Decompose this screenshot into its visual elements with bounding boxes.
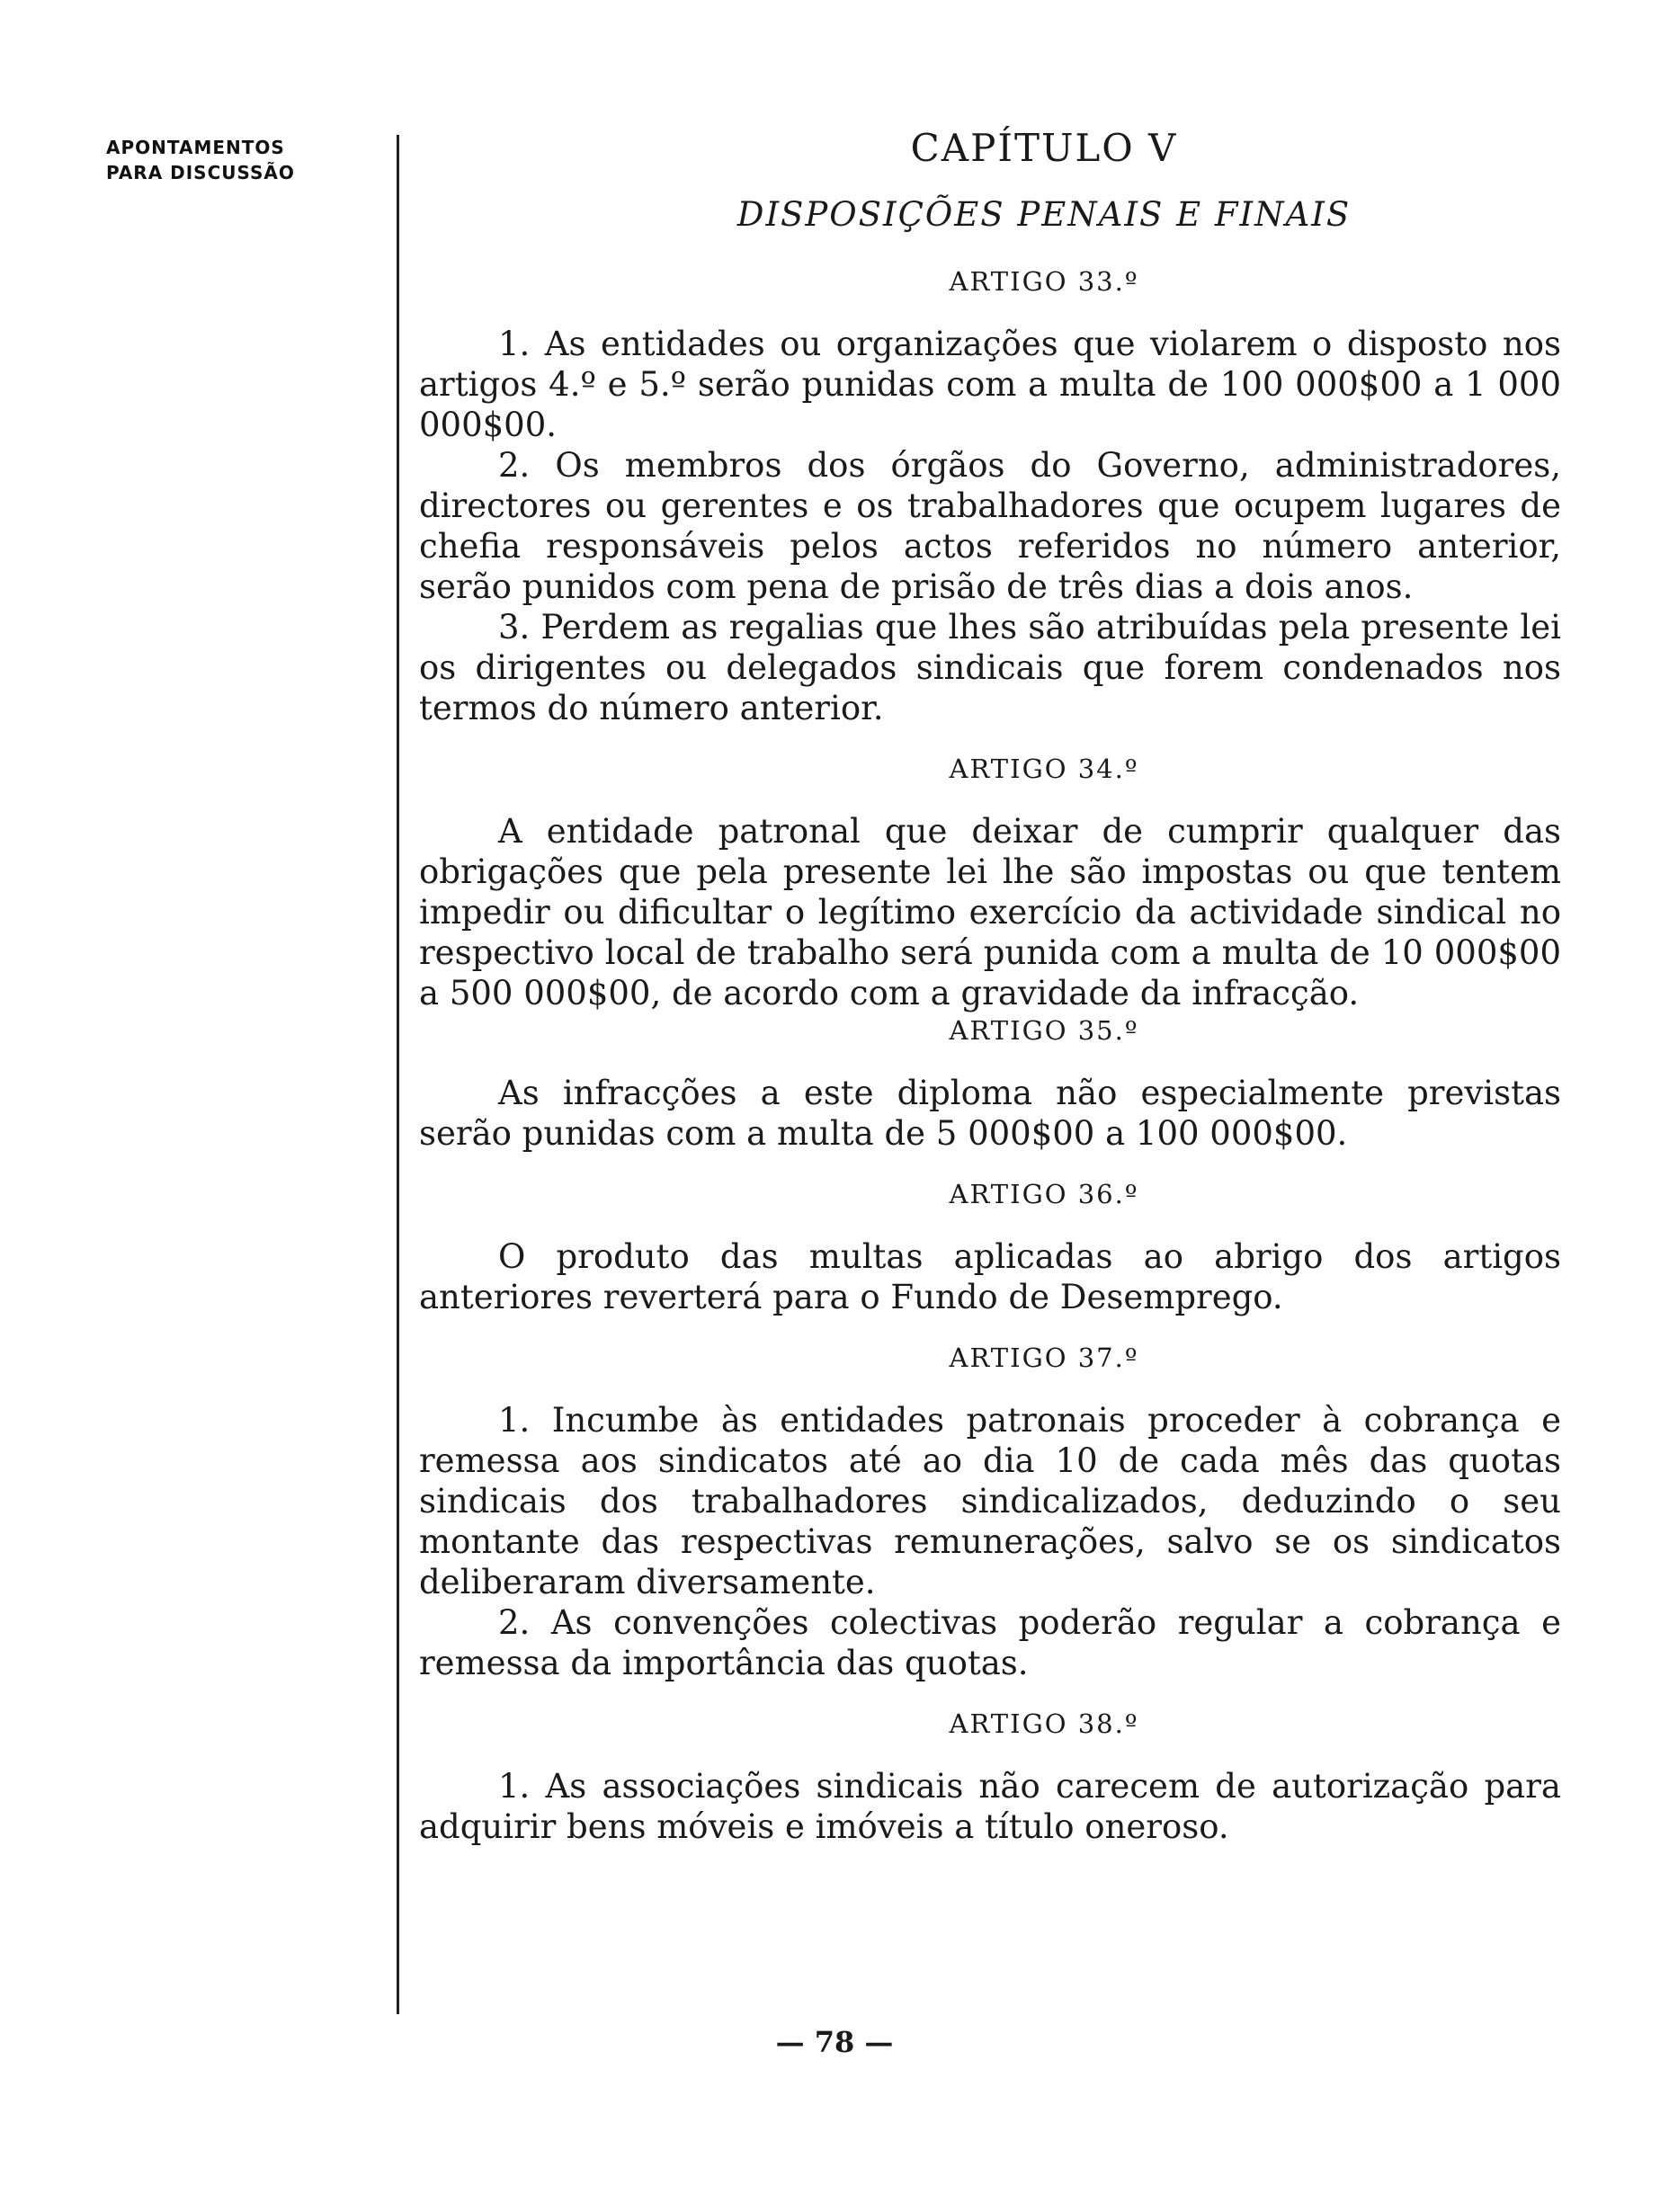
article-heading: ARTIGO 34.º	[949, 754, 1139, 784]
article-heading: ARTIGO 38.º	[949, 1708, 1139, 1739]
article-heading: ARTIGO 35.º	[949, 1015, 1139, 1046]
vertical-rule	[397, 135, 399, 2014]
article-paragraph: 2. As convenções colectivas poderão regular a cobrança e remessa da importância das quotas.	[419, 1603, 1561, 1682]
article-heading: ARTIGO 37.º	[949, 1342, 1139, 1373]
article-paragraph: 3. Perdem as regalias que lhes são atribuídas pela presente lei os dirigentes ou delegados sindicais que forem condenados nos termos do número anterior.	[419, 608, 1561, 727]
article-heading: ARTIGO 33.º	[949, 266, 1139, 297]
chapter-subtitle: DISPOSIÇÕES PENAIS E FINAIS	[736, 195, 1352, 234]
article-paragraph: 1. Incumbe às entidades patronais proceder à cobrança e remessa aos sindicatos até ao dia 10 de cada mês das quotas sindicais dos trabalhadores sindicalizados, deduzindo o seu montante das respectivas remunerações, salvo se os sindicatos deliberaram diversamente.	[419, 1401, 1561, 1601]
article-paragraph: 1. As entidades ou organizações que violarem o disposto nos artigos 4.º e 5.º serão punidas com a multa de 100 000$00 a 1 000 000$00.	[419, 325, 1561, 444]
page-number: — 78 —	[775, 2025, 894, 2059]
article-paragraph: O produto das multas aplicadas ao abrigo dos artigos anteriores reverterá para o Fundo de Desemprego.	[419, 1237, 1561, 1316]
article-paragraph: A entidade patronal que deixar de cumprir qualquer das obrigações que pela presente lei lhe são impostas ou que tentem impedir ou dificultar o legítimo exercício da actividade sindical no respectivo local de trabalho será punida com a multa de 10 000$00 a 500 000$00, de acordo com a gravidade da infracção.	[419, 812, 1561, 1012]
article-paragraph: 1. As associações sindicais não carecem de autorização para adquirir bens móveis e imóveis a título oneroso.	[419, 1767, 1561, 1846]
margin-note-line: PARA DISCUSSÃO	[106, 162, 295, 183]
margin-note	[106, 135, 367, 185]
article-paragraph: As infracções a este diploma não especialmente previstas serão punidas com a multa de 5 000$00 a 100 000$00.	[419, 1074, 1561, 1153]
margin-note-line: APONTAMENTOS	[106, 137, 285, 158]
chapter-title: CAPÍTULO V	[910, 126, 1178, 170]
article-heading: ARTIGO 36.º	[949, 1179, 1139, 1209]
page-content	[419, 126, 1561, 1847]
article-paragraph: 2. Os membros dos órgãos do Governo, administradores, directores ou gerentes e os trabalhadores que ocupem lugares de chefia responsáveis pelos actos referidos no número anterior, serão punidos com pena de prisão de três dias a dois anos.	[419, 446, 1561, 606]
